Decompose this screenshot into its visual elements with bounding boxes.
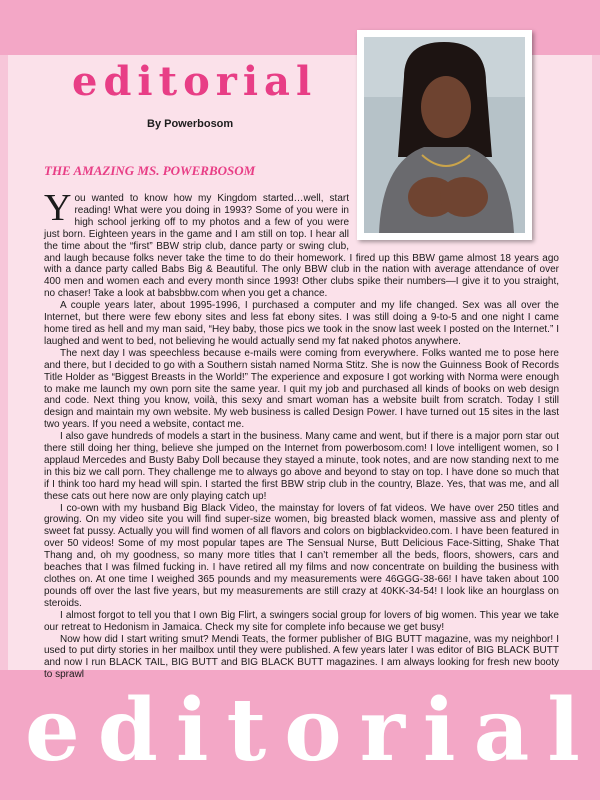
article-paragraph: The next day I was speechless because e-mails were coming from everywhere. Folks wanted me to pose here and there, but I decided to go with a Southern sistah named Norma Stitz. She is now the Guinness Book of Records Title Holder as “Biggest Breasts in the World!” The experience and exposure I got working with Norma were enough to make me launch my own porn site the same year. I quit my job and purchased all kinds of books on web design and code. Next thing you know, voilà, this sexy and smart woman has a website built from scratch. Today I still design and maintain my own website. My web business is called Design Power. I have turned out 15 sites in the last two years. If you need a website, contact me. bbox=[44, 347, 559, 431]
article-body bbox=[44, 187, 559, 681]
article-paragraph: I also gave hundreds of models a start in the business. Many came and went, but if there is a major porn star out there still doing her thing, believe she jumped on the Internet from powerbosom.com! I love intelligent women, so I applaud Mercedes and Busty Baby Doll because they stayed a minute, took notes, and are now standing next to me in this biz we call porn. They challenge me to always go above and beyond to stay on top. I have done so much that if I think too hard my head will spin. I started the first BBW strip club in the country, Blaze. Yes, that was me, and all these cats out here now are only playing catch up! bbox=[44, 431, 559, 502]
footer-title: editorial bbox=[25, 680, 598, 781]
article-paragraph: Now how did I start writing smut? Mendi Teats, the former publisher of BIG BUTT magazine, was my neighbor! I used to put dirty stories in her mailbox until they were published. A few years later I was editor of BIG BLACK BUTT and now I run BLACK TAIL, BIG BUTT and BIG BLACK BUTT magazines. I am always looking for fresh new booty to sprawl bbox=[44, 633, 559, 681]
article-paragraph: I almost forgot to tell you that I own Big Flirt, a swingers social group for lovers of big women. This year we take our retreat to Hedonism in Jamaica. Check my site for complete info because we get busy! bbox=[44, 609, 559, 633]
article-headline: THE AMAZING MS. POWERBOSOM bbox=[44, 163, 256, 178]
drop-cap: Y bbox=[44, 187, 72, 229]
photo-wrap-spacer bbox=[349, 193, 559, 251]
article-paragraph: A couple years later, about 1995-1996, I purchased a computer and my life changed. Sex was all over the Internet, but there were few ebony sites and less fat ebony sites. I was still doing a 9-to-5 and one night I came home tired as hell and my man said, “Hey baby, those pics we took in the snow last week I posted on the Internet.” I laughed and went to bed, not believing he would actually send my fat naked photos anywhere. bbox=[44, 300, 559, 347]
article-paragraph: You wanted to know how my Kingdom started…well, start reading! What were you doing in 1993? Some of you were in high school jerking off to my photos and a few of you were just born. Eighteen years in the game and I am still on top. I hear all the time about the “first” BBW strip club, dance party or swing club, and laugh because folks never take the time to do their homework. I fired up this BBW game almost 18 years ago with a dance party called Babs Big & Beautiful. The only BBW club in the nation with average attendance of over 400 men and women each and every month since 1993! Other clubs spike their numbers—I give it to you straight, no chaser! Take a look at babsbbw.com when you get a chance. bbox=[44, 187, 559, 300]
page-title: editorial bbox=[72, 58, 318, 105]
article-paragraph: I co-own with my husband Big Black Video, the mainstay for lovers of fat videos. We have over 250 titles and growing. On my video site you will find super-size women, big breasted black women, massive ass and plenty of sweet fat pussy. Actually you will find women of all flavors and colors on bigblackvideo.com. I have been featured in over 50 videos! Some of my most popular tapes are The Sensual Nurse, Butt Delicious Face-Sitting, Shake That Thang and, oh my goodness, so many more titles that I can’t remember all the beds, floors, showers, cars and beaches that I was filmed fucking in. I have retired all my films and now concentrate on building the business with clothes on. At one time I weighed 365 pounds and my measurements were 46GGG-38-66! I have taken about 100 pounds off over the last five years, but my measurements are still crazy at 40KK-34-54! I look like an hourglass on steroids. bbox=[44, 502, 559, 609]
byline: By Powerbosom bbox=[147, 118, 234, 130]
